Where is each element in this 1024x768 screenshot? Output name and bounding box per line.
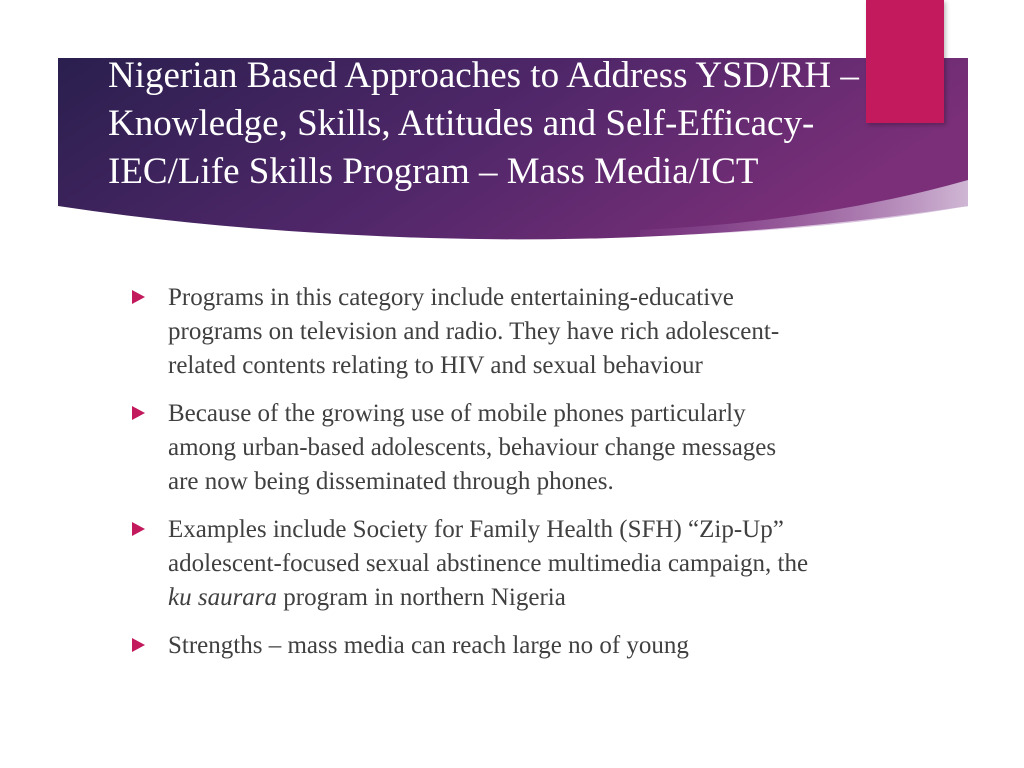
accent-tab [866, 0, 944, 123]
bullet-text-after: program in northern Nigeria [277, 584, 566, 611]
bullet-item [130, 629, 810, 663]
bullet-item [130, 281, 810, 383]
bullet-text: Strengths – mass media can reach large no of young [168, 632, 689, 659]
bullet-text-before: Examples include Society for Family Health (SFH) “Zip-Up” adolescent-focused sexual abstinence multimedia campaign, the [168, 516, 809, 577]
bullet-arrow-icon [132, 290, 145, 304]
bullet-text: Because of the growing use of mobile phones particularly among urban-based adolescents, behaviour change messages are now being disseminated through phones. [168, 400, 777, 495]
title-clip [58, 0, 968, 232]
bullet-item [130, 513, 810, 615]
bullet-item [130, 397, 810, 499]
bullet-list [130, 281, 810, 677]
bullet-text: Programs in this category include entertaining-educative programs on television and radio. They have rich adolescent-related contents relating to HIV and sexual behaviour [168, 284, 780, 379]
bullet-arrow-icon [132, 522, 145, 536]
bullet-arrow-icon [132, 406, 145, 420]
bullet-text-italic: ku saurara [168, 584, 278, 611]
slide-title: Nigerian Based Approaches to Address YSD/RH – Knowledge, Skills, Attitudes and Self-Efficacy- IEC/Life Skills Program – Mass Media/ICT [108, 55, 859, 192]
bullet-arrow-icon [132, 638, 145, 652]
